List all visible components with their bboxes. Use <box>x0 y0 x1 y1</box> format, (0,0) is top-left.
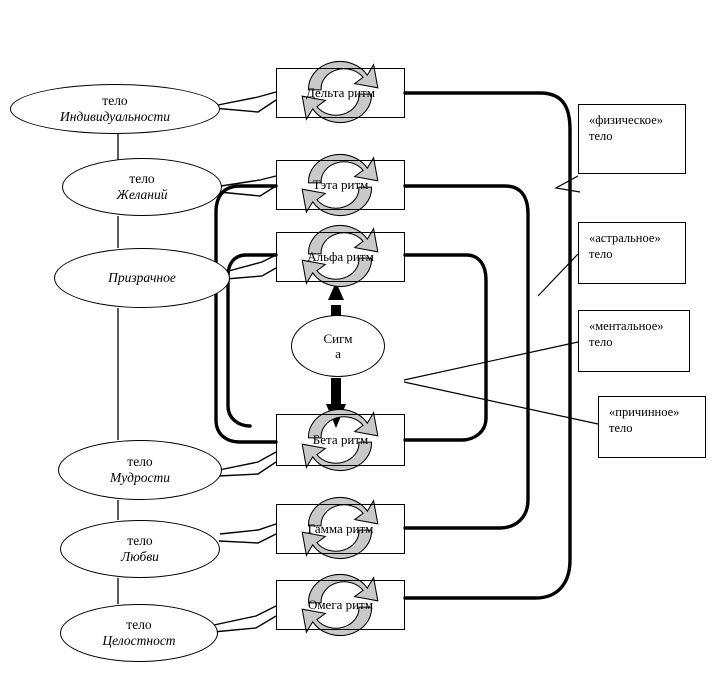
rhythm-box-omega[interactable] <box>276 580 405 630</box>
body-label-line2: Мудрости <box>109 470 171 485</box>
body-label-line2: Желаний <box>116 187 168 202</box>
callout-physical-body[interactable] <box>578 104 686 174</box>
rhythm-label: Омега ритм <box>307 597 374 613</box>
body-label-line2: Целостност <box>102 633 176 648</box>
body-node-wisdom[interactable] <box>58 440 222 500</box>
rhythm-box-gamma[interactable] <box>276 504 405 554</box>
rhythm-label: Гамма ритм <box>307 521 374 537</box>
body-node-desires[interactable] <box>62 158 222 216</box>
body-label-line1: тело <box>129 171 155 187</box>
body-label-line1: тело <box>127 454 153 470</box>
rhythm-box-beta[interactable] <box>276 414 405 466</box>
sigma-node[interactable] <box>291 315 385 377</box>
callout-line2: тело <box>589 246 613 261</box>
callout-line1: «физическое» <box>589 113 663 127</box>
callout-line2: тело <box>609 420 633 435</box>
body-node-wholeness[interactable] <box>60 604 218 662</box>
callout-line1: «астральное» <box>589 231 661 245</box>
rhythm-label: Альфа ритм <box>307 249 374 265</box>
body-label-line2: Индивидуальности <box>60 109 170 124</box>
callout-line2: тело <box>589 128 613 143</box>
sigma-label-line2: а <box>335 346 341 361</box>
rhythm-box-delta[interactable] <box>276 68 405 118</box>
sigma-label-line1: Сигм <box>323 330 353 346</box>
callout-causal-body[interactable] <box>598 396 706 458</box>
callout-line1: «ментальное» <box>589 319 664 333</box>
body-label-line1: тело <box>102 93 128 109</box>
callout-mental-body[interactable] <box>578 310 690 372</box>
body-label-line2: Любви <box>121 549 159 564</box>
rhythm-label: Бета ритм <box>312 432 369 448</box>
body-label-line1: тело <box>127 533 153 549</box>
rhythm-label: Дельта ритм <box>306 85 375 101</box>
rhythm-box-alpha[interactable] <box>276 232 405 282</box>
body-node-phantom[interactable] <box>54 248 230 308</box>
callout-line2: тело <box>589 334 613 349</box>
body-label-line1: тело <box>126 617 152 633</box>
body-node-individuality[interactable] <box>10 84 220 134</box>
callout-line1: «причинное» <box>609 405 680 419</box>
callout-astral-body[interactable] <box>578 222 686 284</box>
body-label-line2: Призрачное <box>108 270 176 286</box>
rhythm-box-theta[interactable] <box>276 160 405 210</box>
body-node-love[interactable] <box>60 520 220 578</box>
rhythm-label: Тэта ритм <box>312 177 369 193</box>
